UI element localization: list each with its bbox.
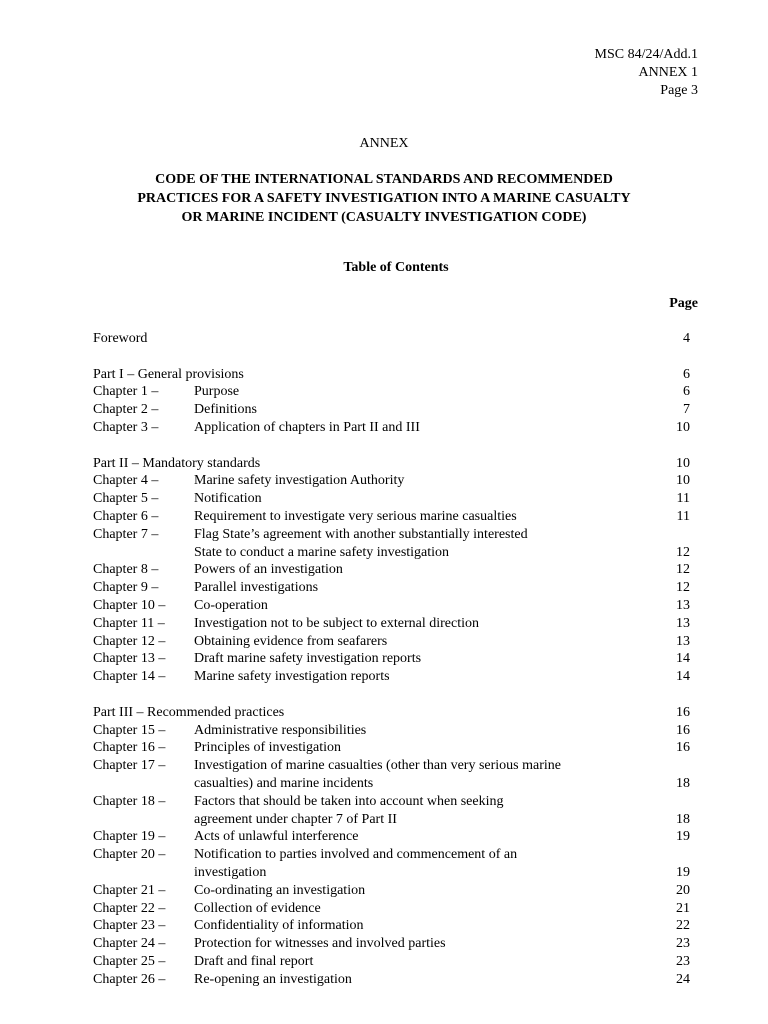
toc-chapter-title: Administrative responsibilities	[194, 722, 367, 738]
toc-chapter-label: Chapter 24 –	[93, 936, 166, 952]
toc-chapter-label: Chapter 11 –	[93, 615, 165, 631]
toc-chapter-title: Marine safety investigation reports	[194, 669, 390, 685]
code-title	[0, 170, 768, 227]
toc-chapter-title: Factors that should be taken into account when seeking	[194, 793, 504, 809]
toc-chapter-label: Chapter 10 –	[93, 597, 166, 613]
toc-chapter-title: Co-operation	[194, 597, 268, 613]
toc-entry-page: 13	[676, 597, 690, 613]
toc-entry-page: 21	[676, 900, 690, 916]
toc-entry-chapter-25[interactable]	[93, 953, 698, 971]
toc-chapter-title: Notification to parties involved and commencement of an	[194, 847, 518, 863]
toc-entry-page: 18	[676, 811, 690, 827]
toc-entry-page: 10	[676, 473, 690, 489]
toc-spacer	[93, 348, 698, 366]
toc-entry-page: 20	[676, 882, 690, 898]
toc-entry-label: Part II – Mandatory standards	[93, 455, 261, 471]
toc-entry-chapter-14[interactable]	[93, 668, 698, 686]
toc-chapter-label: Chapter 17 –	[93, 758, 166, 774]
toc-chapter-title: Protection for witnesses and involved parties	[194, 936, 446, 952]
toc-chapter-title: Confidentiality of information	[194, 918, 364, 934]
toc-chapter-label: Chapter 6 –	[93, 508, 159, 524]
toc-entry-chapter-13[interactable]	[93, 650, 698, 668]
toc-entry-page: 14	[676, 669, 690, 685]
toc-entry-chapter-18-cont[interactable]	[93, 811, 698, 829]
toc-chapter-label: Chapter 8 –	[93, 562, 159, 578]
toc-entry-foreword[interactable]	[93, 330, 698, 348]
toc-entry-page: 22	[676, 918, 690, 934]
toc-entry-chapter-16[interactable]	[93, 739, 698, 757]
toc-chapter-label: Chapter 21 –	[93, 882, 166, 898]
toc-chapter-label: Chapter 7 –	[93, 526, 159, 542]
toc-entry-chapter-15[interactable]	[93, 722, 698, 740]
toc-entry-page: 12	[676, 562, 690, 578]
toc-entry-page: 12	[676, 544, 690, 560]
toc-entry-part-3[interactable]	[93, 704, 698, 722]
toc-chapter-title: Definitions	[194, 402, 257, 418]
toc-chapter-title-cont: casualties) and marine incidents	[194, 775, 374, 791]
toc-chapter-title: Requirement to investigate very serious marine casualties	[194, 508, 517, 524]
toc-chapter-label: Chapter 23 –	[93, 918, 166, 934]
page-column-header: Page	[669, 296, 698, 311]
toc-entry-chapter-4[interactable]	[93, 472, 698, 490]
toc-entry-page: 4	[683, 331, 690, 346]
toc-entry-page: 23	[676, 936, 690, 952]
toc-entry-chapter-7-cont[interactable]	[93, 544, 698, 562]
toc-entry-page: 11	[676, 491, 690, 507]
document-header	[595, 46, 698, 100]
toc-chapter-title: Parallel investigations	[194, 580, 319, 596]
toc-entry-chapter-17-cont[interactable]	[93, 775, 698, 793]
toc-chapter-title: Collection of evidence	[194, 900, 321, 916]
toc-entry-chapter-10[interactable]	[93, 597, 698, 615]
toc-entry-page: 19	[676, 829, 690, 845]
toc-chapter-label: Chapter 15 –	[93, 722, 166, 738]
toc-entry-chapter-24[interactable]	[93, 935, 698, 953]
toc-chapter-title: Acts of unlawful interference	[194, 829, 359, 845]
toc-chapter-label: Chapter 14 –	[93, 669, 166, 685]
toc-entry-part-2[interactable]	[93, 455, 698, 473]
toc-chapter-title: Draft marine safety investigation reports	[194, 651, 422, 667]
toc-entry-chapter-2[interactable]	[93, 401, 698, 419]
code-title-line-1: CODE OF THE INTERNATIONAL STANDARDS AND RECOMMENDED	[155, 172, 613, 187]
toc-chapter-label: Chapter 16 –	[93, 740, 166, 756]
toc-chapter-label: Chapter 18 –	[93, 793, 166, 809]
toc-entry-chapter-6[interactable]	[93, 508, 698, 526]
toc-entry-page: 10	[676, 419, 690, 435]
toc-chapter-title: Draft and final report	[194, 953, 314, 969]
annex-title: ANNEX	[359, 136, 409, 151]
toc-spacer	[93, 437, 698, 455]
toc-entry-chapter-17[interactable]	[93, 757, 698, 775]
toc-entry-page: 16	[676, 722, 690, 738]
toc-entry-page: 13	[676, 615, 690, 631]
toc-title: Table of Contents	[343, 260, 449, 275]
toc-entry-chapter-23[interactable]	[93, 917, 698, 935]
toc-entry-chapter-5[interactable]	[93, 490, 698, 508]
code-title-line-3: OR MARINE INCIDENT (CASUALTY INVESTIGATION CODE)	[181, 210, 587, 225]
toc-entry-chapter-21[interactable]	[93, 882, 698, 900]
toc-entry-page: 16	[676, 704, 690, 720]
toc-chapter-title: Marine safety investigation Authority	[194, 473, 405, 489]
toc-chapter-label: Chapter 4 –	[93, 473, 159, 489]
toc-chapter-label: Chapter 25 –	[93, 953, 166, 969]
toc-chapter-label: Chapter 22 –	[93, 900, 166, 916]
toc-chapter-label: Chapter 12 –	[93, 633, 166, 649]
toc-chapter-label: Chapter 13 –	[93, 651, 166, 667]
toc-chapter-title: Obtaining evidence from seafarers	[194, 633, 388, 649]
doc-reference: MSC 84/24/Add.1	[594, 47, 698, 62]
toc-chapter-title-cont: agreement under chapter 7 of Part II	[194, 811, 397, 827]
toc-entry-chapter-3[interactable]	[93, 419, 698, 437]
toc-chapter-label: Chapter 9 –	[93, 580, 159, 596]
toc-entry-page: 6	[683, 384, 690, 400]
toc-entry-part-1[interactable]	[93, 366, 698, 384]
toc-entry-chapter-7[interactable]	[93, 526, 698, 544]
toc-entry-label: Foreword	[93, 331, 148, 346]
toc-chapter-label: Chapter 19 –	[93, 829, 166, 845]
toc-entry-page: 10	[676, 455, 690, 471]
toc-entry-page: 14	[676, 651, 690, 667]
toc-entry-page: 6	[683, 366, 690, 382]
page-number: Page 3	[660, 83, 698, 98]
toc-chapter-title: Powers of an investigation	[194, 562, 343, 578]
toc-entry-chapter-11[interactable]	[93, 615, 698, 633]
toc-chapter-title: Flag State’s agreement with another substantially interested	[194, 526, 528, 542]
toc-entry-label: Part I – General provisions	[93, 366, 244, 382]
toc-chapter-title: Principles of investigation	[194, 740, 341, 756]
toc-chapter-title: Investigation of marine casualties (other than very serious marine	[194, 758, 561, 774]
table-of-contents	[93, 330, 698, 988]
toc-entry-chapter-9[interactable]	[93, 579, 698, 597]
toc-entry-chapter-19[interactable]	[93, 828, 698, 846]
toc-entry-chapter-26[interactable]	[93, 971, 698, 989]
toc-chapter-title: Co-ordinating an investigation	[194, 882, 366, 898]
toc-chapter-title: Purpose	[194, 384, 240, 400]
toc-chapter-label: Chapter 20 –	[93, 847, 166, 863]
toc-chapter-title: Investigation not to be subject to external direction	[194, 615, 479, 631]
toc-spacer	[93, 686, 698, 704]
toc-entry-chapter-20[interactable]	[93, 846, 698, 864]
toc-chapter-title: Notification	[194, 491, 262, 507]
toc-entry-chapter-20-cont[interactable]	[93, 864, 698, 882]
toc-entry-chapter-22[interactable]	[93, 900, 698, 918]
toc-entry-chapter-1[interactable]	[93, 383, 698, 401]
toc-entry-chapter-18[interactable]	[93, 793, 698, 811]
toc-chapter-label: Chapter 26 –	[93, 971, 166, 987]
toc-chapter-label: Chapter 3 –	[93, 419, 159, 435]
toc-chapter-title: Re-opening an investigation	[194, 971, 352, 987]
toc-chapter-label: Chapter 5 –	[93, 491, 159, 507]
toc-entry-page: 12	[676, 580, 690, 596]
toc-entry-page: 19	[676, 864, 690, 880]
code-title-line-2: PRACTICES FOR A SAFETY INVESTIGATION INTO A MARINE CASUALTY	[137, 191, 631, 206]
toc-entry-page: 11	[676, 508, 690, 524]
toc-chapter-title: Application of chapters in Part II and III	[194, 419, 420, 435]
toc-chapter-label: Chapter 1 –	[93, 384, 159, 400]
toc-entry-chapter-12[interactable]	[93, 633, 698, 651]
toc-entry-page: 18	[676, 775, 690, 791]
toc-entry-page: 16	[676, 740, 690, 756]
toc-entry-page: 7	[683, 402, 690, 418]
toc-chapter-title-cont: State to conduct a marine safety investigation	[194, 544, 450, 560]
toc-entry-label: Part III – Recommended practices	[93, 704, 285, 720]
toc-entry-page: 23	[676, 953, 690, 969]
toc-entry-page: 24	[676, 971, 690, 987]
toc-chapter-label: Chapter 2 –	[93, 402, 159, 418]
toc-chapter-title-cont: investigation	[194, 864, 267, 880]
toc-entry-chapter-8[interactable]	[93, 561, 698, 579]
annex-number: ANNEX 1	[638, 65, 698, 80]
toc-entry-page: 13	[676, 633, 690, 649]
